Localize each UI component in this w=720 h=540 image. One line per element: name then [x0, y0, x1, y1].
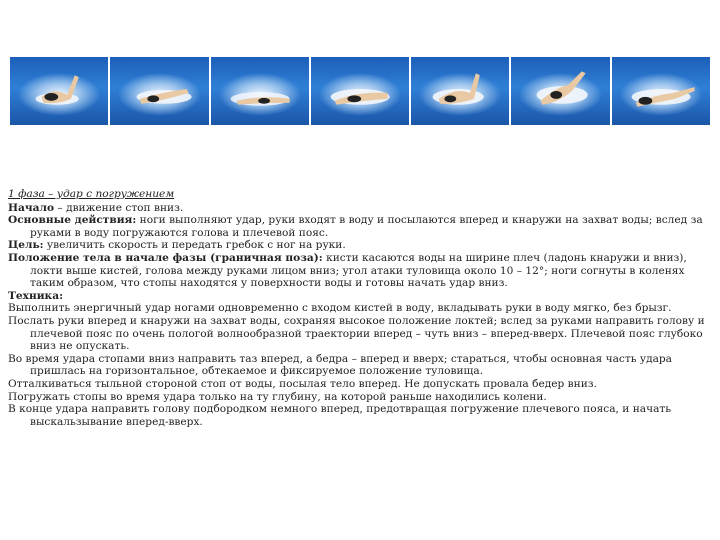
position-paragraph — [8, 252, 708, 290]
swimmer-photo-5 — [411, 57, 509, 125]
swimmer-figure — [10, 57, 108, 125]
swimmer-photo-2 — [110, 57, 208, 125]
phase-heading: 1 фаза – удар с погружением — [8, 188, 175, 200]
start-label: Начало — [8, 201, 55, 214]
goal-paragraph — [8, 239, 708, 252]
technique-item: Погружать стопы во время удара только на ту глубину, на которой раньше находились колени. — [8, 390, 547, 403]
swimmer-figure — [211, 57, 309, 125]
photo-strip — [10, 57, 710, 125]
technique-item: В конце удара направить голову подбородком немного вперед, предотвращая погружение плечевого пояса, и начать выскальзывание вперед-вверх. — [8, 403, 672, 428]
technique-item: Послать руки вперед и кнаружи на захват воды, сохраняя высокое положение локтей; вслед за руками направить голову и плечевой пояс по очень пологой волнообразной траектории вперед – чуть вниз – вперед-вверх. Плечевой пояс глубоко вниз не опускать. — [8, 314, 705, 353]
technique-item: Отталкиваться тыльной стороной стоп от воды, посылая тело вперед. Не допускать провала бедер вниз. — [8, 377, 597, 390]
swimmer-figure — [612, 57, 710, 125]
technique-item: Выполнить энергичный удар ногами одновременно с входом кистей в воду, вкладывать руки в воду мягко, без брызг. — [8, 302, 672, 315]
swimmer-photo-1 — [10, 57, 108, 125]
swimmer-figure — [110, 57, 208, 125]
technique-label: Техника: — [8, 289, 63, 302]
swimmer-photo-7 — [612, 57, 710, 125]
position-text: кисти касаются воды на ширине плеч (ладонь кнаружи и вниз), локти выше кистей, голова между руками лицом вниз; угол атаки туловища около 10 – 12°; ноги согнуты в коленях таким образом, что стопы находятся у поверхности воды и готовы начать удар вниз. — [30, 251, 687, 290]
swimmer-figure — [411, 57, 509, 125]
actions-text: ноги выполняют удар, руки входят в воду и посылаются вперед и кнаружи на захват воды; вслед за руками в воду погружаются голова и плечевой пояс. — [30, 214, 703, 239]
goal-text: увеличить скорость и передать гребок с ног на руки. — [43, 239, 346, 252]
swimmer-figure — [511, 57, 609, 125]
swimmer-figure — [311, 57, 409, 125]
swimmer-photo-6 — [511, 57, 609, 125]
content-text — [8, 188, 708, 428]
actions-label: Основные действия: — [8, 214, 137, 227]
position-label: Положение тела в начале фазы (граничная поза): — [8, 251, 323, 264]
actions-paragraph — [8, 214, 708, 239]
technique-item: Во время удара стопами вниз направить таз вперед, а бедра – вперед и вверх; стараться, чтобы основная часть удара пришлась на горизонтальное, обтекаемое и фиксируемое положение туловища. — [8, 352, 673, 378]
swimmer-photo-4 — [311, 57, 409, 125]
start-paragraph — [8, 202, 708, 215]
start-text: – движение стоп вниз. — [54, 201, 184, 214]
goal-label: Цель: — [8, 239, 44, 252]
swimmer-photo-3 — [211, 57, 309, 125]
